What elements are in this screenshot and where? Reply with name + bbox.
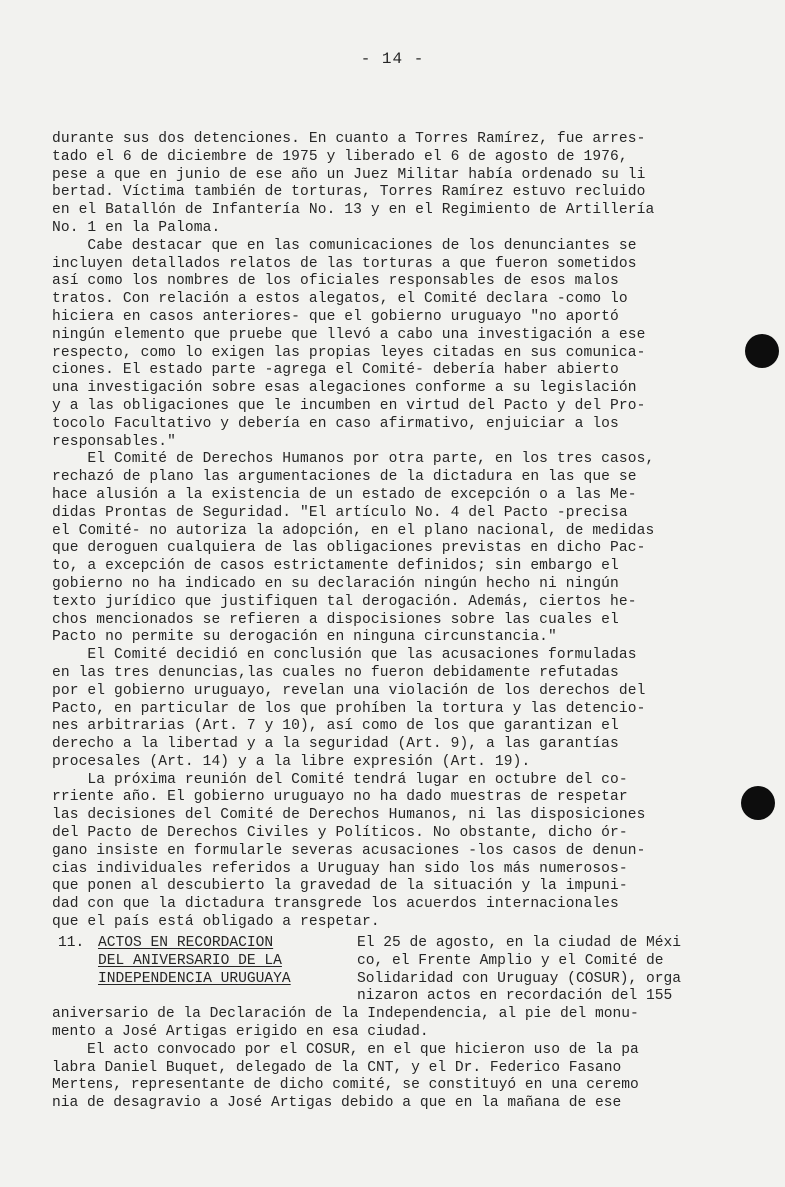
text-line: chos mencionados se refieren a dispocisiones sobre las cuales el (52, 611, 619, 628)
page-number: - 14 - (360, 50, 425, 68)
text-line: mento a José Artigas erigido en esa ciudad. (52, 1023, 429, 1040)
section-intro (357, 935, 747, 1006)
text-line: INDEPENDENCIA URUGUAYA (98, 970, 291, 987)
text-line: DEL ANIVERSARIO DE LA (98, 952, 282, 969)
text-line: to, a excepción de casos estrictamente definidos; sin embargo el (52, 558, 619, 575)
section-title (98, 935, 338, 988)
text-line: aniversario de la Declaración de la Independencia, al pie del monu- (52, 1006, 639, 1023)
text-line: así como los nombres de los oficiales responsables de esos malos (52, 273, 619, 290)
text-line: hace alusión a la existencia de un estado de excepción o a las Me- (52, 486, 637, 503)
text-line: El Comité de Derechos Humanos por otra parte, en los tres casos, (52, 451, 655, 468)
text-line: nes arbitrarias (Art. 7 y 10), así como de los que garantizan el (52, 718, 619, 735)
text-line: ACTOS EN RECORDACION (98, 935, 274, 951)
text-line: que el país está obligado a respetar. (52, 914, 380, 931)
text-line: durante sus dos detenciones. En cuanto a Torres Ramírez, fue arres- (52, 131, 646, 147)
text-line: incluyen detallados relatos de las torturas a que fueron sometidos (52, 255, 637, 272)
text-line: El Comité decidió en conclusión que las acusaciones formuladas (52, 647, 637, 664)
text-line: derecho a la libertad y a la seguridad (Art. 9), a las garantías (52, 736, 619, 753)
text-line: tocolo Facultativo y debería en caso afirmativo, enjuiciar a los (52, 415, 619, 432)
text-line: pese a que en junio de ese año un Juez Militar había ordenado su li (52, 166, 646, 183)
text-line: responsables." (52, 433, 177, 450)
text-line: tratos. Con relación a estos alegatos, el Comité declara -como lo (52, 291, 628, 308)
text-line: texto jurídico que justifiquen tal derogación. Además, ciertos he- (52, 593, 637, 610)
text-line: y a las obligaciones que le incumben en virtud del Pacto y del Pro- (52, 397, 646, 414)
text-line: Mertens, representante de dicho comité, se constituyó en una ceremo (52, 1077, 639, 1094)
text-line: nia de desagravio a José Artigas debido a que en la mañana de ese (52, 1095, 622, 1112)
text-line: una investigación sobre esas alegaciones conforme a su legislación (52, 380, 637, 397)
text-line: didas Prontas de Seguridad. "El artículo No. 4 del Pacto -precisa (52, 504, 628, 521)
text-line: El 25 de agosto, en la ciudad de Méxi (357, 935, 682, 951)
text-line: el Comité- no autoriza la adopción, en el plano nacional, de medidas (52, 522, 655, 539)
text-line: del Pacto de Derechos Civiles y Políticos. No obstante, dicho ór- (52, 825, 628, 842)
text-line: que ponen al descubierto la gravedad de la situación y la impuni- (52, 878, 628, 895)
text-line: ningún elemento que pruebe que llevó a cabo una investigación a ese (52, 326, 646, 343)
text-line: co, el Frente Amplio y el Comité de (357, 952, 664, 969)
text-line: nizaron actos en recordación del 155 (357, 988, 673, 1005)
text-line: rechazó de plano las argumentaciones de la dictadura en las que se (52, 469, 637, 486)
text-line: Pacto, en particular de los que prohíben la tortura y las detencio- (52, 700, 646, 717)
text-line: No. 1 en la Paloma. (52, 219, 221, 236)
text-line: Pacto no permite su derogación en ninguna circunstancia." (52, 629, 557, 646)
text-line: bertad. Víctima también de torturas, Torres Ramírez estuvo recluido (52, 184, 646, 201)
text-line: gano insiste en formularle severas acusaciones -los casos de denun- (52, 842, 646, 859)
punch-hole (741, 786, 775, 820)
text-line: El acto convocado por el COSUR, en el que hicieron uso de la pa (52, 1041, 639, 1058)
text-line: por el gobierno uruguayo, revelan una violación de los derechos del (52, 682, 646, 699)
text-line: La próxima reunión del Comité tendrá lugar en octubre del co- (52, 771, 628, 788)
text-line: hiciera en casos anteriores- que el gobierno uruguayo "no aportó (52, 308, 619, 325)
text-line: que deroguen cualquiera de las obligaciones previstas en dicho Pac- (52, 540, 646, 557)
text-line: Cabe destacar que en las comunicaciones de los denunciantes se (52, 237, 637, 254)
text-line: las decisiones del Comité de Derechos Humanos, ni las disposiciones (52, 807, 646, 824)
section-body (52, 1006, 742, 1113)
text-line: rriente año. El gobierno uruguayo no ha dado muestras de respetar (52, 789, 628, 806)
text-line: cias individuales referidos a Uruguay han sido los más numerosos- (52, 860, 628, 877)
text-line: gobierno no ha indicado en su declaración ningún hecho ni ningún (52, 575, 619, 592)
text-line: respecto, como lo exigen las propias leyes citadas en sus comunica- (52, 344, 646, 361)
body-text (52, 131, 742, 932)
text-line: en las tres denuncias,las cuales no fueron debidamente refutadas (52, 664, 619, 681)
text-line: ciones. El estado parte -agrega el Comité- debería haber abierto (52, 362, 619, 379)
text-line: dad con que la dictadura transgrede los acuerdos internacionales (52, 896, 619, 913)
text-line: Solidaridad con Uruguay (COSUR), orga (357, 970, 682, 987)
punch-hole (745, 334, 779, 368)
text-line: procesales (Art. 14) y a la libre expresión (Art. 19). (52, 753, 531, 770)
text-line: tado el 6 de diciembre de 1975 y liberado el 6 de agosto de 1976, (52, 148, 628, 165)
text-line: en el Batallón de Infantería No. 13 y en el Regimiento de Artillería (52, 202, 655, 219)
text-line: labra Daniel Buquet, delegado de la CNT, y el Dr. Federico Fasano (52, 1059, 622, 1076)
section-number: 11. (58, 935, 85, 951)
